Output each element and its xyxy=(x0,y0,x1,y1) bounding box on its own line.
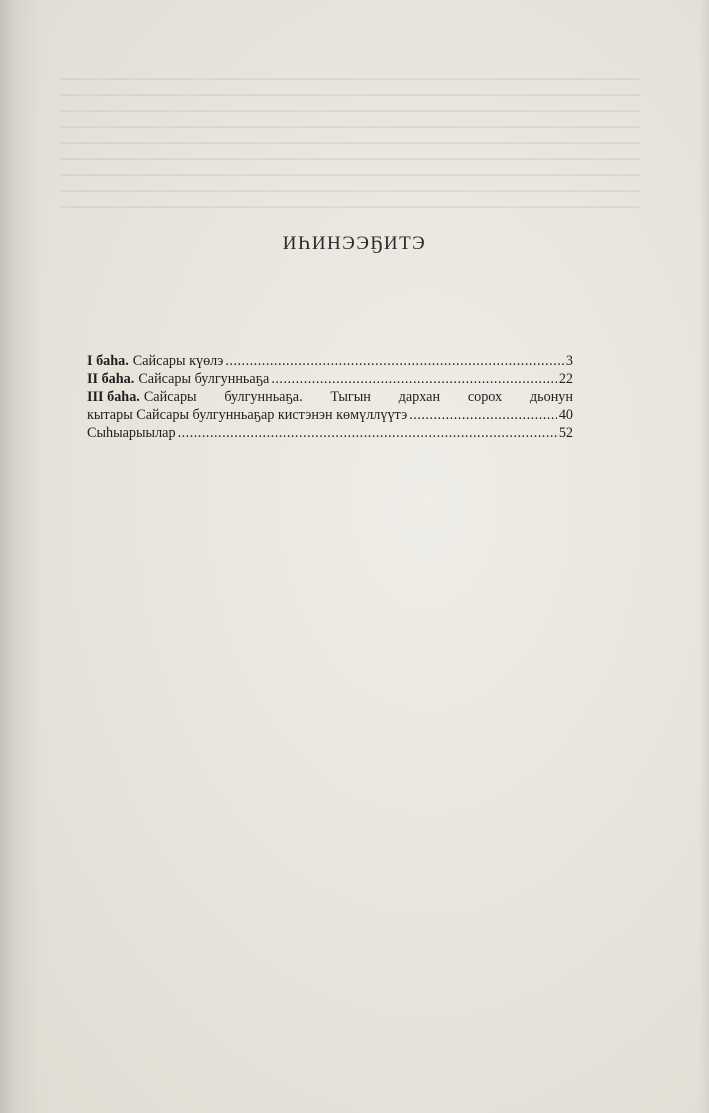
toc-entry[interactable] xyxy=(87,424,573,442)
toc-entry-page: 22 xyxy=(558,371,573,387)
toc-entry-second-line xyxy=(87,406,573,424)
toc-entry-page: 52 xyxy=(558,425,573,441)
toc-entry-number: I баһа. xyxy=(87,353,129,369)
page-edge-shadow xyxy=(699,0,709,1113)
toc-entry-label: Сайсары булгунньаҕа. Тыгын дархан сорох дьонун xyxy=(143,389,573,405)
toc-leader-dots xyxy=(271,370,557,388)
toc-entry-number: III баһа. xyxy=(87,389,140,405)
page-title: ИҺИНЭЭҔИТЭ xyxy=(282,233,427,254)
toc-entry-number: II баһа. xyxy=(87,371,135,387)
page-binding-shadow xyxy=(0,0,42,1113)
table-of-contents xyxy=(87,352,573,442)
toc-entry[interactable] xyxy=(87,388,573,424)
toc-entry-label: Сайсары күөлэ xyxy=(132,353,224,369)
toc-entry-page: 40 xyxy=(558,407,573,423)
toc-leader-dots xyxy=(178,424,557,442)
toc-entry-label: Сыһыарыылар xyxy=(87,425,176,441)
toc-leader-dots xyxy=(409,406,557,424)
bleed-through-text xyxy=(60,78,640,208)
toc-entry-label: Сайсары булгунньаҕа xyxy=(138,371,270,387)
toc-entry-page: 3 xyxy=(565,353,573,369)
toc-entry-label-continued: кытары Сайсары булгунньаҕар кистэнэн көмүллүүтэ xyxy=(87,407,408,423)
toc-entry[interactable] xyxy=(87,352,573,370)
toc-entry-first-line xyxy=(87,388,573,406)
toc-leader-dots xyxy=(225,352,564,370)
toc-entry[interactable] xyxy=(87,370,573,388)
